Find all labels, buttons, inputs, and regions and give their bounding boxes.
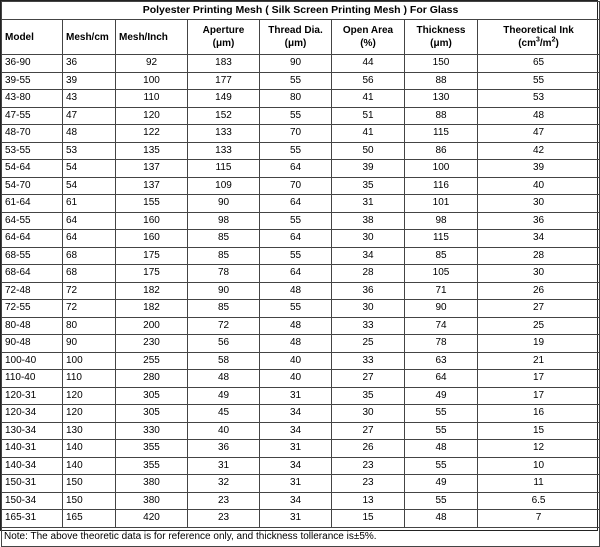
cell-model: 120-34 [2,405,63,423]
cell-mesh-cm: 140 [63,440,116,458]
cell-thread-dia: 34 [260,457,332,475]
cell-model: 150-34 [2,492,63,510]
cell-mesh-inch: 92 [116,55,188,73]
cell-open-area: 35 [332,177,405,195]
cell-thickness: 55 [405,457,478,475]
cell-theoretical-ink: 12 [478,440,600,458]
cell-theoretical-ink: 10 [478,457,600,475]
cell-thread-dia: 31 [260,510,332,528]
cell-model: 53-55 [2,142,63,160]
cell-mesh-inch: 200 [116,317,188,335]
cell-thickness: 150 [405,55,478,73]
header-model: Model [2,20,63,55]
header-open-unit: (%) [360,38,376,49]
cell-open-area: 30 [332,300,405,318]
cell-mesh-inch: 175 [116,247,188,265]
cell-thickness: 130 [405,90,478,108]
cell-mesh-inch: 182 [116,282,188,300]
cell-aperture: 98 [188,212,260,230]
cell-thread-dia: 48 [260,317,332,335]
cell-mesh-cm: 90 [63,335,116,353]
cell-thread-dia: 90 [260,55,332,73]
cell-mesh-inch: 420 [116,510,188,528]
table-row [2,300,600,318]
cell-mesh-inch: 305 [116,387,188,405]
cell-mesh-cm: 43 [63,90,116,108]
table-row [2,160,600,178]
cell-mesh-inch: 355 [116,440,188,458]
cell-theoretical-ink: 16 [478,405,600,423]
table-row [2,440,600,458]
cell-theoretical-ink: 28 [478,247,600,265]
table-row [2,90,600,108]
cell-mesh-cm: 53 [63,142,116,160]
cell-open-area: 41 [332,125,405,143]
cell-aperture: 56 [188,335,260,353]
cell-thread-dia: 55 [260,212,332,230]
cell-mesh-inch: 175 [116,265,188,283]
cell-mesh-inch: 120 [116,107,188,125]
cell-model: 80-48 [2,317,63,335]
cell-mesh-inch: 155 [116,195,188,213]
cell-open-area: 36 [332,282,405,300]
cell-theoretical-ink: 34 [478,230,600,248]
cell-mesh-cm: 150 [63,475,116,493]
cell-mesh-cm: 80 [63,317,116,335]
cell-aperture: 90 [188,195,260,213]
table-row [2,510,600,528]
cell-theoretical-ink: 19 [478,335,600,353]
cell-aperture: 149 [188,90,260,108]
cell-model: 68-64 [2,265,63,283]
cell-model: 68-55 [2,247,63,265]
note-row [2,527,600,546]
cell-thickness: 55 [405,422,478,440]
cell-aperture: 32 [188,475,260,493]
cell-thickness: 90 [405,300,478,318]
cell-aperture: 23 [188,510,260,528]
table-row [2,335,600,353]
cell-open-area: 30 [332,230,405,248]
header-aperture-label: Aperture [202,25,245,36]
cell-thread-dia: 48 [260,335,332,353]
cell-mesh-inch: 100 [116,72,188,90]
mesh-spec-table [1,1,600,547]
table-row [2,142,600,160]
cell-model: 72-55 [2,300,63,318]
cell-open-area: 51 [332,107,405,125]
cell-mesh-cm: 54 [63,160,116,178]
table-body [2,55,600,528]
header-thickness [405,20,478,55]
cell-aperture: 183 [188,55,260,73]
cell-aperture: 133 [188,125,260,143]
cell-mesh-inch: 182 [116,300,188,318]
cell-aperture: 177 [188,72,260,90]
header-ink-label: Theoretical Ink [503,25,574,36]
cell-open-area: 28 [332,265,405,283]
cell-thread-dia: 31 [260,387,332,405]
cell-thread-dia: 55 [260,142,332,160]
cell-thickness: 49 [405,475,478,493]
cell-theoretical-ink: 65 [478,55,600,73]
table-row [2,457,600,475]
cell-aperture: 31 [188,457,260,475]
cell-thickness: 100 [405,160,478,178]
cell-mesh-cm: 36 [63,55,116,73]
cell-thread-dia: 34 [260,405,332,423]
cell-thickness: 98 [405,212,478,230]
header-thickness-unit: (μm) [430,38,452,49]
cell-model: 47-55 [2,107,63,125]
cell-thread-dia: 64 [260,160,332,178]
cell-thickness: 85 [405,247,478,265]
table-row [2,230,600,248]
table-row [2,55,600,73]
cell-thread-dia: 64 [260,230,332,248]
cell-mesh-cm: 64 [63,212,116,230]
cell-theoretical-ink: 17 [478,370,600,388]
cell-mesh-inch: 122 [116,125,188,143]
cell-aperture: 58 [188,352,260,370]
cell-theoretical-ink: 42 [478,142,600,160]
cell-model: 48-70 [2,125,63,143]
cell-open-area: 15 [332,510,405,528]
table-row [2,387,600,405]
cell-theoretical-ink: 39 [478,160,600,178]
cell-mesh-inch: 230 [116,335,188,353]
cell-mesh-cm: 100 [63,352,116,370]
cell-thread-dia: 55 [260,107,332,125]
cell-thread-dia: 34 [260,422,332,440]
cell-open-area: 39 [332,160,405,178]
cell-theoretical-ink: 21 [478,352,600,370]
cell-aperture: 23 [188,492,260,510]
ink-unit-part-c: ) [555,38,559,49]
cell-aperture: 40 [188,422,260,440]
header-aperture-unit: (μm) [212,38,235,49]
cell-theoretical-ink: 30 [478,195,600,213]
cell-mesh-cm: 165 [63,510,116,528]
cell-theoretical-ink: 55 [478,72,600,90]
cell-model: 130-34 [2,422,63,440]
cell-thread-dia: 55 [260,247,332,265]
cell-open-area: 33 [332,352,405,370]
table-row [2,125,600,143]
cell-theoretical-ink: 17 [478,387,600,405]
cell-theoretical-ink: 15 [478,422,600,440]
table-title-row [2,2,600,20]
cell-mesh-inch: 255 [116,352,188,370]
cell-thickness: 86 [405,142,478,160]
cell-mesh-cm: 140 [63,457,116,475]
table-header-row [2,20,600,55]
table-row [2,422,600,440]
cell-thickness: 88 [405,107,478,125]
cell-thickness: 71 [405,282,478,300]
cell-theoretical-ink: 7 [478,510,600,528]
header-mesh-inch: Mesh/Inch [116,20,188,55]
cell-thickness: 55 [405,405,478,423]
table-row [2,282,600,300]
cell-thread-dia: 70 [260,177,332,195]
cell-aperture: 48 [188,370,260,388]
cell-mesh-cm: 61 [63,195,116,213]
header-theoretical-ink [478,20,600,55]
cell-mesh-cm: 72 [63,300,116,318]
cell-mesh-inch: 305 [116,405,188,423]
cell-model: 90-48 [2,335,63,353]
table-row [2,72,600,90]
cell-open-area: 30 [332,405,405,423]
cell-mesh-inch: 135 [116,142,188,160]
cell-thread-dia: 31 [260,440,332,458]
cell-model: 140-34 [2,457,63,475]
header-thread-unit: (μm) [284,38,307,49]
cell-aperture: 72 [188,317,260,335]
cell-model: 72-48 [2,282,63,300]
cell-mesh-cm: 68 [63,247,116,265]
table-note: Note: The above theoretic data is for reference only, and thickness tollerance is±5%. [2,527,600,546]
cell-thickness: 105 [405,265,478,283]
cell-thickness: 88 [405,72,478,90]
cell-open-area: 56 [332,72,405,90]
cell-aperture: 85 [188,300,260,318]
cell-theoretical-ink: 6.5 [478,492,600,510]
cell-thread-dia: 40 [260,352,332,370]
table-title: Polyester Printing Mesh ( Silk Screen Printing Mesh ) For Glass [2,2,600,20]
cell-open-area: 31 [332,195,405,213]
table-row [2,405,600,423]
cell-thread-dia: 55 [260,72,332,90]
cell-model: 100-40 [2,352,63,370]
cell-thickness: 48 [405,440,478,458]
cell-model: 150-31 [2,475,63,493]
cell-mesh-inch: 280 [116,370,188,388]
cell-model: 110-40 [2,370,63,388]
cell-theoretical-ink: 53 [478,90,600,108]
header-thread-label: Thread Dia. [268,25,323,36]
header-thread-dia [260,20,332,55]
table-row [2,352,600,370]
cell-aperture: 36 [188,440,260,458]
ink-unit-sup-2: 2 [551,36,556,44]
cell-mesh-inch: 110 [116,90,188,108]
cell-mesh-inch: 137 [116,177,188,195]
cell-thread-dia: 64 [260,265,332,283]
cell-thread-dia: 40 [260,370,332,388]
cell-theoretical-ink: 48 [478,107,600,125]
cell-mesh-inch: 380 [116,492,188,510]
cell-mesh-cm: 47 [63,107,116,125]
cell-thickness: 115 [405,125,478,143]
cell-mesh-inch: 137 [116,160,188,178]
cell-thread-dia: 31 [260,475,332,493]
cell-theoretical-ink: 40 [478,177,600,195]
cell-model: 64-64 [2,230,63,248]
cell-model: 165-31 [2,510,63,528]
header-mesh-cm: Mesh/cm [63,20,116,55]
table-row [2,107,600,125]
cell-aperture: 49 [188,387,260,405]
cell-model: 43-80 [2,90,63,108]
cell-theoretical-ink: 36 [478,212,600,230]
cell-aperture: 133 [188,142,260,160]
cell-mesh-cm: 120 [63,405,116,423]
cell-aperture: 115 [188,160,260,178]
cell-theoretical-ink: 30 [478,265,600,283]
cell-mesh-cm: 48 [63,125,116,143]
table-row [2,492,600,510]
table-row [2,247,600,265]
cell-model: 54-70 [2,177,63,195]
cell-mesh-cm: 54 [63,177,116,195]
cell-mesh-inch: 160 [116,212,188,230]
cell-aperture: 85 [188,247,260,265]
cell-theoretical-ink: 25 [478,317,600,335]
cell-open-area: 23 [332,475,405,493]
cell-thickness: 64 [405,370,478,388]
cell-theoretical-ink: 26 [478,282,600,300]
ink-unit-sup-1: 3 [536,36,540,44]
cell-aperture: 90 [188,282,260,300]
cell-mesh-inch: 380 [116,475,188,493]
ink-unit-part-b: /m [539,38,552,49]
cell-thickness: 48 [405,510,478,528]
table-row [2,475,600,493]
table-row [2,317,600,335]
cell-open-area: 27 [332,370,405,388]
cell-thread-dia: 48 [260,282,332,300]
cell-model: 120-31 [2,387,63,405]
cell-aperture: 78 [188,265,260,283]
cell-open-area: 33 [332,317,405,335]
cell-theoretical-ink: 27 [478,300,600,318]
cell-thread-dia: 55 [260,300,332,318]
table-row [2,370,600,388]
header-thickness-label: Thickness [416,25,466,36]
cell-open-area: 41 [332,90,405,108]
cell-mesh-cm: 39 [63,72,116,90]
cell-thickness: 74 [405,317,478,335]
cell-open-area: 50 [332,142,405,160]
cell-model: 140-31 [2,440,63,458]
cell-thickness: 55 [405,492,478,510]
cell-thickness: 101 [405,195,478,213]
cell-aperture: 45 [188,405,260,423]
cell-model: 61-64 [2,195,63,213]
cell-thread-dia: 64 [260,195,332,213]
cell-mesh-inch: 355 [116,457,188,475]
cell-open-area: 23 [332,457,405,475]
cell-thickness: 78 [405,335,478,353]
table-row [2,212,600,230]
cell-mesh-cm: 120 [63,387,116,405]
cell-thickness: 63 [405,352,478,370]
cell-open-area: 34 [332,247,405,265]
cell-thread-dia: 34 [260,492,332,510]
cell-thread-dia: 70 [260,125,332,143]
cell-model: 39-55 [2,72,63,90]
cell-mesh-cm: 72 [63,282,116,300]
table-row [2,177,600,195]
cell-thread-dia: 80 [260,90,332,108]
cell-theoretical-ink: 47 [478,125,600,143]
cell-mesh-cm: 68 [63,265,116,283]
cell-aperture: 152 [188,107,260,125]
cell-model: 36-90 [2,55,63,73]
header-open-label: Open Area [342,25,394,36]
cell-mesh-cm: 110 [63,370,116,388]
cell-thickness: 116 [405,177,478,195]
cell-open-area: 44 [332,55,405,73]
header-ink-unit [518,38,559,49]
cell-open-area: 13 [332,492,405,510]
cell-open-area: 27 [332,422,405,440]
cell-mesh-inch: 330 [116,422,188,440]
cell-model: 54-64 [2,160,63,178]
cell-open-area: 25 [332,335,405,353]
cell-open-area: 38 [332,212,405,230]
cell-theoretical-ink: 11 [478,475,600,493]
header-aperture [188,20,260,55]
cell-aperture: 85 [188,230,260,248]
cell-aperture: 109 [188,177,260,195]
header-open-area [332,20,405,55]
cell-open-area: 35 [332,387,405,405]
cell-mesh-cm: 150 [63,492,116,510]
table-row [2,265,600,283]
cell-thickness: 115 [405,230,478,248]
cell-mesh-inch: 160 [116,230,188,248]
table-row [2,195,600,213]
ink-unit-part-a: (cm [518,38,536,49]
cell-mesh-cm: 130 [63,422,116,440]
cell-mesh-cm: 64 [63,230,116,248]
cell-thickness: 49 [405,387,478,405]
cell-open-area: 26 [332,440,405,458]
cell-model: 64-55 [2,212,63,230]
